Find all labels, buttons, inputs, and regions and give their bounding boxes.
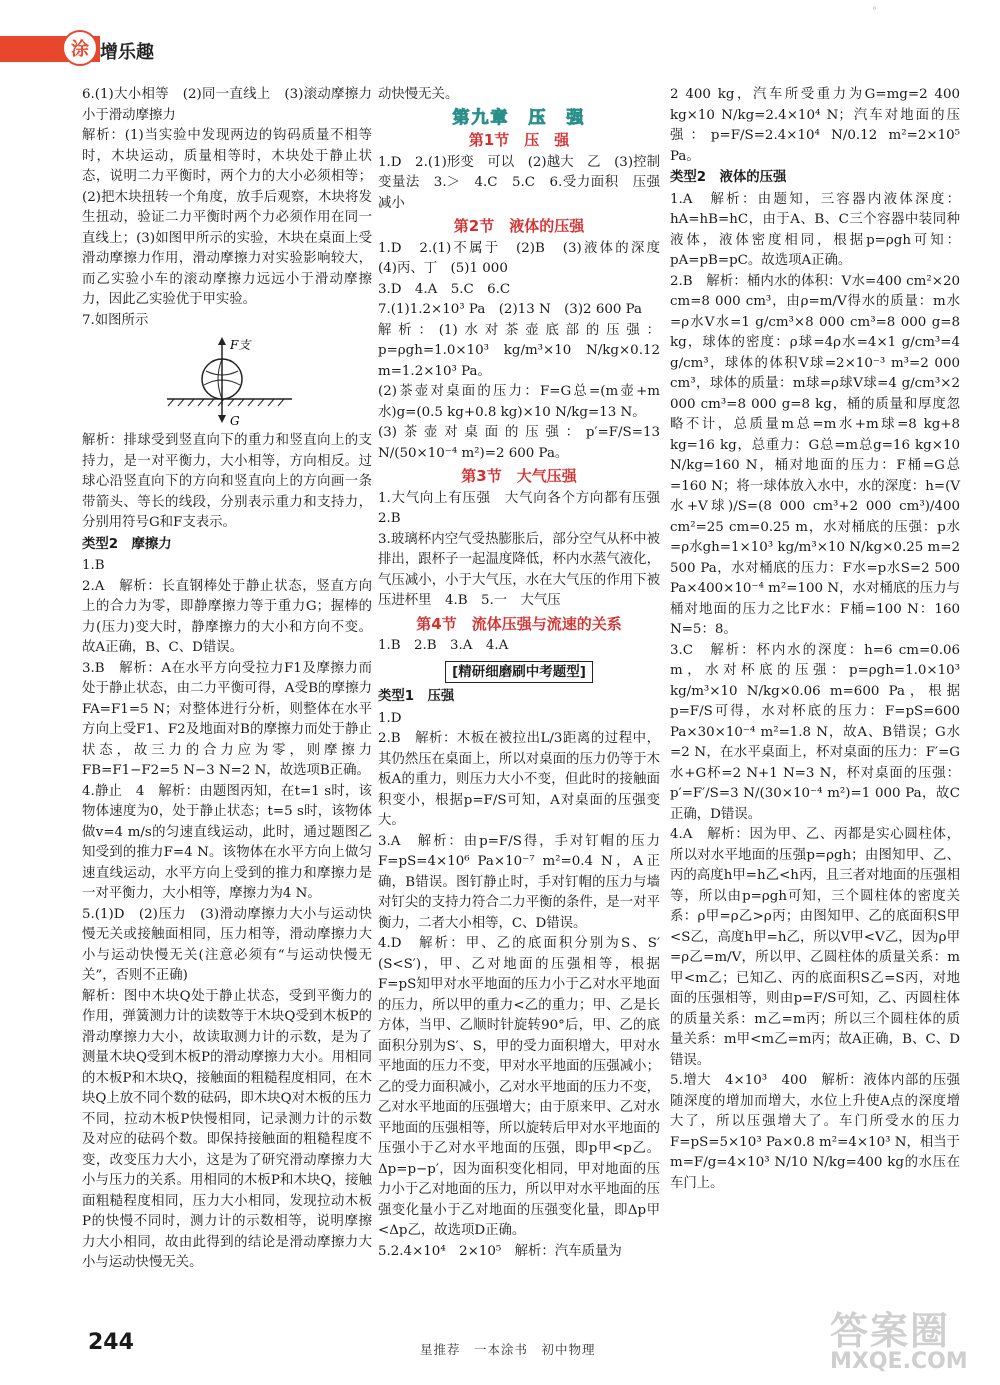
explanation-text: 2 400 kg，汽车所受重力为G=mg=2 400 kg×10 N/kg=2.4×10⁴ N；汽车对地面的压强：p=F/S=2.4×10⁴ N/0.12 m²=2×10⁵ Pa。 xyxy=(670,87,960,164)
answer-text: 1.B 2.B 3.A 4.A xyxy=(378,638,509,653)
answer-column-2 xyxy=(378,85,674,1262)
answer-text: 3.玻璃杯内空气受热膨胀后，部分空气从杯中被排出，跟杯子一起温度降低，杯内水蒸气液化，气压减小，小于大气压，水在大气压的作用下被压进杯里 4.B 5.一 大气压 xyxy=(378,531,660,608)
answer-text: 5.增大 4×10³ 400 解析：液体内部的压强随深度的增加而增大，水位上升使A点的深度增大了，所以压强增大了。车门所受水的压力F=pS=5×10³ Pa×0.8 m²=4×10³ N，相当于m=F/g=4×10³ N/10 N/kg=400 kg的水压在车门上。 xyxy=(670,1073,961,1191)
label-support-force: F支 xyxy=(230,338,251,352)
section-title: 第2节 液体的压强 xyxy=(453,217,585,235)
answer-text: 2.B 解析：桶内水的体积：V水=400 cm²×20 cm=8 000 cm³，由ρ=m/V得水的质量：m水=ρ水V水=1 g/cm³×8 000 cm³=8 000 g=8 kg，球体的密度：ρ球=4ρ水=4×1 g/cm³=4 g/cm³，球体的体积V球=2×10⁻³ m³=2 000 cm³，球体的质量：m球=ρ球V球=4 g/cm³×2 000 cm³=8 000 g=8 kg，桶的质量和厚度忽略不计，总质量m总=m水+m球=8 kg+8 kg=16 kg，总重力：G总=m总g=16 kg×10 N/kg=160 N，桶对地面的压力：F桶=G总=160 N；将一球体放入水中，水的深度：h=(V水+V球)/S=(8 000 cm³+2 000 cm³)/400 cm²=25 cm=0.25 m，水对桶底的压强：p水=ρ水gh=1×10³ kg/m³×10 N/kg×0.25 m=2 500 Pa，水对桶底的压力：F水=p水S=2 500 Pa×400×10⁻⁴ m²=100 N，水对桶底的压力与桶对地面的压力之比F水：F桶=100 N：160 N=5：8。 xyxy=(670,273,960,637)
explanation-text: 解析：排球受到竖直向下的重力和竖直向上的支持力，是一对平衡力，大小相等，方向相反。过球心沿竖直向下的方向和竖直向上的方向画一条带箭头、等长的线段，分别表示重力和支持力，分别用符号G和F支表示。 xyxy=(82,433,372,530)
header-title: 增乐趣 xyxy=(100,42,154,63)
answer-text: 4.A 解析：因为甲、乙、丙都是实心圆柱体，所以对水平地面的压强p=ρgh；由图知甲、乙、丙的高度h甲=h乙<h丙，且三者对地面的压强相等，所以由p=ρgh可知，三个圆柱体的密度关系：ρ甲=ρ乙>ρ丙；由图知甲、乙的底面积S甲<S乙，高度h甲=h乙，所以V甲<V乙，因为ρ甲=ρ乙=m/V，所以甲、乙圆柱体的质量关系：m甲<m乙；已知乙、丙的底面积S乙=S丙，对地面的压强相等，则由p=F/S可知，乙、丙圆柱体的质量关系：m乙=m丙；所以三个圆柱体的质量关系：m甲<m乙=m丙；故A正确，B、C、D错误。 xyxy=(670,827,960,1068)
explanation-text: (3)茶壶对桌面的压强：p′=F/S=13 N/(50×10⁻⁴ m²)=2 600 Pa。 xyxy=(378,425,660,461)
explanation-text: (2)茶壶对桌面的压力：F=G总=(m壶+m水)g=(0.5 kg+0.8 kg)×10 N/kg=13 N。 xyxy=(378,384,660,420)
page-header xyxy=(0,30,180,68)
answer-text: 3.A 解析：由p=F/S得，手对钉帽的压力F=pS=4×10⁶ Pa×10⁻⁷ m²=0.4 N，A正确，B错误。图钉静止时，手对钉帽的压力与墙对钉尖的支持力符合二力平衡的条件，是一对平衡力，二者大小相等，C、D错误。 xyxy=(378,833,660,931)
answer-text: 5.(1)D (2)压力 (3)滑动摩擦力大小与运动快慢无关或接触面相同，压力相等，滑动摩擦力大小与运动快慢无关(注意必须有“与运动快慢无关”，否则不正确) xyxy=(82,906,372,983)
question-type-heading: 类型2 液体的压强 xyxy=(670,170,787,185)
watermark-text: 答案圈 xyxy=(830,1309,951,1353)
answer-text: 动快慢无关。 xyxy=(378,87,459,102)
answer-text: 7.(1)1.2×10³ Pa (2)13 N (3)2 600 Pa xyxy=(378,302,643,317)
answer-text: 1.A 解析：由题知，三容器内液体深度：hA=hB=hC，由于A、B、C三个容器中装同种液体，液体密度相同，根据p=ρgh可知：pA=pB=pC。故选项A正确。 xyxy=(670,191,960,268)
answer-text: 1.B xyxy=(82,558,105,573)
ball-diagram-svg xyxy=(82,335,372,427)
answer-text: 3.D 4.A 5.C 6.C xyxy=(378,281,511,297)
answer-text: 2.A 解析：长直钢棒处于静止状态，竖直方向上的合力为零，即静摩擦力等于重力G；握棒的力(压力)变大时，静摩擦力的大小和方向不变。故A正确，B、C、D错误。 xyxy=(82,578,372,655)
answer-text: 3.C 解析：杯内水的深度：h=6 cm=0.06 m，水对杯底的压强：p=ρgh=1.0×10³ kg/m³×10 N/kg×0.06 m=600 Pa，根据p=F/S可得，水对杯底的压力：F=pS=600 Pa×30×10⁻⁴ m²=1.8 N，故A、B错误；G水=2 N，在水平桌面上，杯对桌面的压力：F′=G水+G杯=2 N+1 N=3 N，杯对桌面的压强：p′=F′/S=3 N/(30×10⁻⁴ m²)=1 000 Pa，故C正确，D错误。 xyxy=(670,642,960,822)
logo-icon: 涂 xyxy=(62,30,98,66)
answer-text: 7.如图所示 xyxy=(82,312,149,328)
explanation-text: 解析：(1)水对茶壶底部的压强：p=ρgh=1.0×10³ kg/m³×10 N/kg×0.12 m=1.2×10³ Pa。 xyxy=(378,322,660,379)
exam-banner-label: [精研细磨刷中考题型] xyxy=(445,661,593,684)
section-title: 第4节 流体压强与流速的关系 xyxy=(416,614,622,633)
question-type-heading: 类型2 摩擦力 xyxy=(82,536,172,552)
answer-text: 4.D 解析：甲、乙的底面积分别为S、S′(S<S′)，甲、乙对地面的压强相等，根据F=pS知甲对水平地面的压力小于乙对水平地面的压力，所以甲的重力<乙的重力；甲、乙是长方体，当甲、乙顺时针旋转90°后，甲、乙的底面积分别为S′、S，甲的受力面积增大，甲对水平地面的压力不变，甲对水平地面的压强减小；乙的受力面积减小，乙对水平地面的压力不变，乙对水平地面的压强增大；由于原来甲、乙对水平地面的压强相等，所以旋转后甲对水平地面的压强小于乙对水平地面的压强，即p甲<p乙。Δp=p−p′，因为面积变化相同，甲对地面的压力小于乙对地面的压力，所以甲对水平地面的压强变化量小于乙对地面的压强变化量，即Δp甲<Δp乙，故选项D正确。 xyxy=(378,936,660,1238)
hatching xyxy=(168,399,284,406)
answer-text: 3.B 解析：A在水平方向受拉力F1及摩擦力而处于静止状态，由二力平衡可得，A受B的摩擦力FA=F1=5 N；对整体进行分析，则整体在水平方向上受F1、F2及地面对B的摩擦力而处于静止状态，故三力的合力应为零，则摩擦力FB=F1−F2=5 N−3 N=2 N，故选项B正确。 xyxy=(82,660,372,778)
exam-banner xyxy=(378,661,660,684)
answer-column-3 xyxy=(670,85,960,1194)
label-gravity: G xyxy=(230,414,240,427)
question-type-heading: 类型1 压强 xyxy=(378,689,455,704)
answer-text: 1.D xyxy=(378,710,402,726)
answer-text: 6.(1)大小相等 (2)同一直线上 (3)滚动摩擦力小于滑动摩擦力 xyxy=(82,87,372,123)
answer-column-1 xyxy=(82,85,372,1274)
answer-text: 2.B 解析：木板在被拉出L/3距离的过程中，其仍然压在桌面上，所以对桌面的压力仍等于木板A的重力，则压力大小不变，但此时的接触面积变小，根据p=F/S可知，A对桌面的压强变大。 xyxy=(378,731,660,828)
chapter-title: 第九章 压 强 xyxy=(452,107,586,128)
explanation-text: 解析：(1)当实验中发现两边的钩码质量不相等时，木块运动，质量相等时，木块处于静止状态，说明二力平衡时，两个力的大小必须相等；(2)把木块扭转一个角度，放手后观察，木块将发生扭动，验证二力平衡时两个力必须作用在同一直线上；(3)如图甲所示的实验，木块在桌面上受滑动摩擦力作用，滑动摩擦力对实验影响较大，而乙实验小车的滚动摩擦力远远小于滑动摩擦力，因此乙实验优于甲实验。 xyxy=(82,128,372,307)
explanation-text: 解析：图中木块Q处于静止状态，受到平衡力的作用，弹簧测力计的读数等于木块Q受到木板P的滑动摩擦力大小，故读取测力计的示数，是为了测量木块Q受到木板P的滑动摩擦力大小。用相同的木板P和木块Q，接触面的粗糙程度相同，在木块Q上放不同个数的砝码，即木块Q对木板的压力不同，拉动木板P快慢相同，记录测力计的示数及对应的砝码个数。即保持接触面的粗糙程度不变，改变压力大小，这是为了研究滑动摩擦力大小与压力的关系。用相同的木板P和木块Q，接触面粗糙程度相同，压力大小相同，发现拉动木板P的快慢不同时，测力计的示数相等，说明摩擦力大小相同，故由此得到的结论是滑动摩擦力大小与运动快慢无关。 xyxy=(82,988,372,1270)
footer-text: 星推荐 一本涂书 初中物理 xyxy=(420,1342,596,1357)
watermark xyxy=(830,1300,995,1380)
answer-text: 1.大气向上有压强 大气向各个方向都有压强 2.B xyxy=(378,490,674,526)
corner-mark: ° xyxy=(872,6,877,17)
answer-text: 1.D 2.(1)不属于 (2)B (3)液体的深度 (4)丙、丁 (5)1 000 xyxy=(378,240,674,276)
watermark-url: MXQE.COM xyxy=(830,1349,968,1374)
ball-force-diagram xyxy=(82,335,372,427)
answer-text: 1.D 2.(1)形变 可以 (2)越大 乙 (3)控制变量法 3.＞ 4.C 5.C 6.受力面积 压强 减小 xyxy=(378,154,674,211)
answer-text: 4.静止 4 解析：由题图丙知，在t=1 s时，该物体速度为0，处于静止状态；t=5 s时，该物体做v=4 m/s的匀速直线运动，此时，通过题图乙知受到的推力F=4 N。该物体在水平方向上做匀速直线运动，水平方向上受到的推力和摩擦力是一对平衡力，大小相等，摩擦力为4 N。 xyxy=(82,783,372,901)
section-title: 第3节 大气压强 xyxy=(461,467,577,485)
page-number: 244 xyxy=(88,1330,134,1355)
section-title: 第1节 压 强 xyxy=(468,131,570,149)
answer-text: 5.2.4×10⁴ 2×10⁵ 解析：汽车质量为 xyxy=(378,1243,622,1259)
